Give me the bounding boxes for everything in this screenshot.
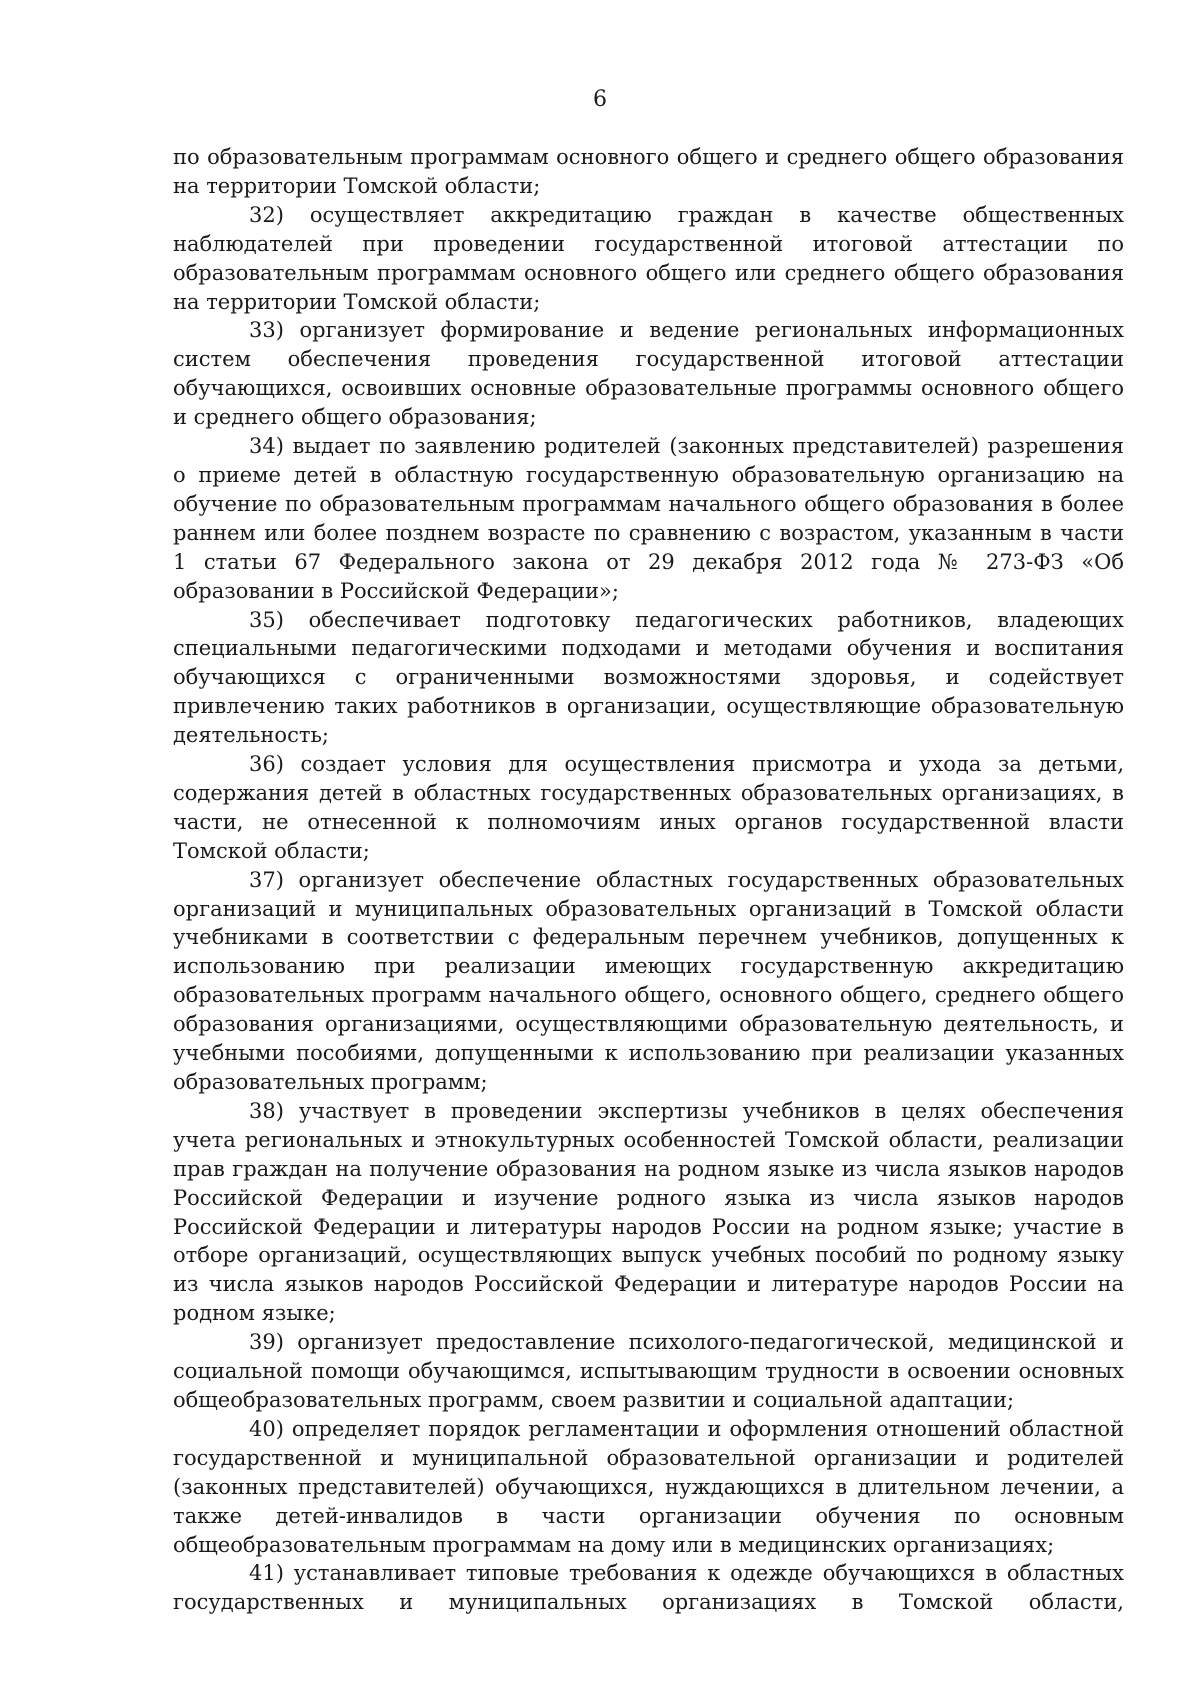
- paragraph-item-36: 36) создает условия для осуществления присмотра и ухода за детьми, содержания детей в областных государственных образовательных организациях, в части, не отнесенной к полномочиям иных органов государственной власти Томской области;: [173, 752, 1124, 863]
- paragraph-item-34: 34) выдает по заявлению родителей (законных представителей) разрешения о приеме детей в областную государственную образовательную организацию на обучение по образовательным программам начального общего образования в более раннем или более позднем возрасте по сравнению с возрастом, указанным в части 1 статьи 67 Федерального закона от 29 декабря 2012 года № 273-ФЗ «Об образовании в Российской Федерации»;: [173, 434, 1124, 603]
- paragraph-item-37: 37) организует обеспечение областных государственных образовательных организаций и муниципальных образовательных организаций в Томской области учебниками в соответствии с федеральным перечнем учебников, допущенных к использованию при реализации имеющих государственную аккредитацию образовательных программ начального общего, основного общего, среднего общего образования организациями, осуществляющими образовательную деятельность, и учебными пособиями, допущенными к использованию при реализации указанных образовательных программ;: [173, 867, 1124, 1094]
- paragraph-item-41: 41) устанавливает типовые требования к одежде обучающихся в областных государственных и муниципальных организациях в Томской области,: [173, 1561, 1124, 1615]
- paragraph-item-39: 39) организует предоставление психолого-педагогической, медицинской и социальной помощи обучающимся, испытывающим трудности в освоении основных общеобразовательных программ, своем развитии и социальной адаптации;: [173, 1330, 1124, 1412]
- paragraph-item-35: 35) обеспечивает подготовку педагогических работников, владеющих специальными педагогическими подходами и методами обучения и воспитания обучающихся с ограниченными возможностями здоровья, и содействует привлечению таких работников в организации, осуществляющие образовательную деятельность;: [173, 607, 1124, 748]
- paragraph-item-38: 38) участвует в проведении экспертизы учебников в целях обеспечения учета региональных и этнокультурных особенностей Томской области, реализации прав граждан на получение образования на родном языке из числа языков народов Российской Федерации и изучение родного языка из числа языков народов Российской Федерации и литературы народов России на родном языке; участие в отборе организаций, осуществляющих выпуск учебных пособий по родному языку из числа языков народов Российской Федерации и литературе народов России на родном языке;: [173, 1098, 1124, 1326]
- paragraph-continuation: по образовательным программам основного общего и среднего общего образования на территории Томской области;: [173, 145, 1124, 198]
- document-body: [173, 143, 1124, 1617]
- paragraph-item-40: 40) определяет порядок регламентации и оформления отношений областной государственной и муниципальной образовательной организации и родителей (законных представителей) обучающихся, нуждающихся в длительном лечении, а также детей-инвалидов в части организации обучения по основным общеобразовательным программам на дому или в медицинских организациях;: [173, 1416, 1124, 1557]
- paragraph-item-33: 33) организует формирование и ведение региональных информационных систем обеспечения проведения государственной итоговой аттестации обучающихся, освоивших основные образовательные программы основного общего и среднего общего образования;: [173, 318, 1124, 430]
- paragraph-item-32: 32) осуществляет аккредитацию граждан в качестве общественных наблюдателей при проведении государственной итоговой аттестации по образовательным программам основного общего или среднего общего образования на территории Томской области;: [173, 202, 1124, 314]
- page-number: 6: [593, 87, 607, 112]
